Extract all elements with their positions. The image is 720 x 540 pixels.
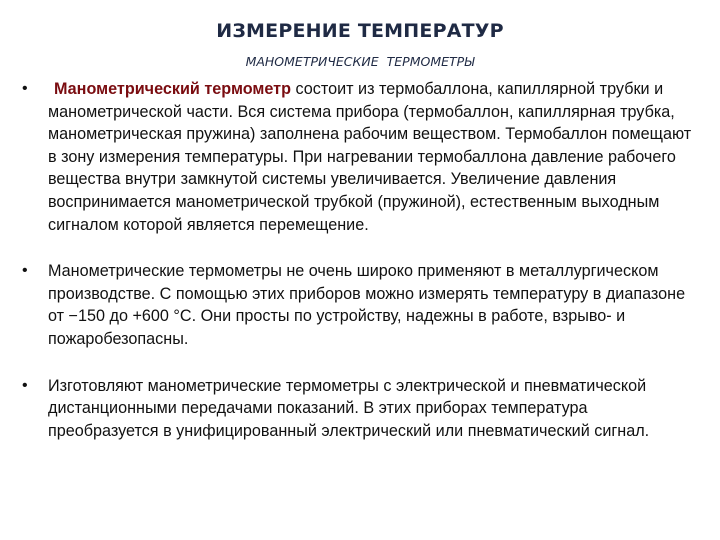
bullet-lead-term: Манометрический термометр [54,80,291,98]
bullet-icon: • [22,80,28,97]
slide-title: ИЗМЕРЕНИЕ ТЕМПЕРАТУР [216,20,504,42]
bullet-text: Манометрические термометры не очень широко применяют в металлургическом производстве. С помощью этих приборов можно измерять температуру в диапазоне от −150 до +600 °С. Они просты по устройству, надежны в работе, взрыво- и пожаробезопасны. [48,262,686,348]
bullet-item [22,78,702,236]
bullet-item [22,375,702,443]
bullet-icon: • [22,262,28,280]
bullet-text: состоит из термобаллона, капиллярной трубки и манометрической части. Вся система прибора (термобаллон, капиллярная трубка, манометрическая пружина) заполнена рабочим веществом. Термобаллон помещают в зону измерения температуры. При нагревании термобаллона давление рабочего вещества внутри замкнутой системы увеличивается. Увеличение давления воспринимается манометрической трубкой (пружиной), естественным выходным сигналом которой является перемещение. [48,80,692,234]
slide-subtitle: МАНОМЕТРИЧЕСКИЕ ТЕРМОМЕТРЫ [245,54,475,69]
bullet-text: Изготовляют манометрические термометры с электрической и пневматической дистанционными передачами показаний. В этих приборах температура преобразуется в унифицированный электрический или пневматический сигнал. [48,376,650,440]
bullet-icon: • [22,376,28,394]
bullet-item [22,260,702,350]
bullet-list [22,78,702,442]
